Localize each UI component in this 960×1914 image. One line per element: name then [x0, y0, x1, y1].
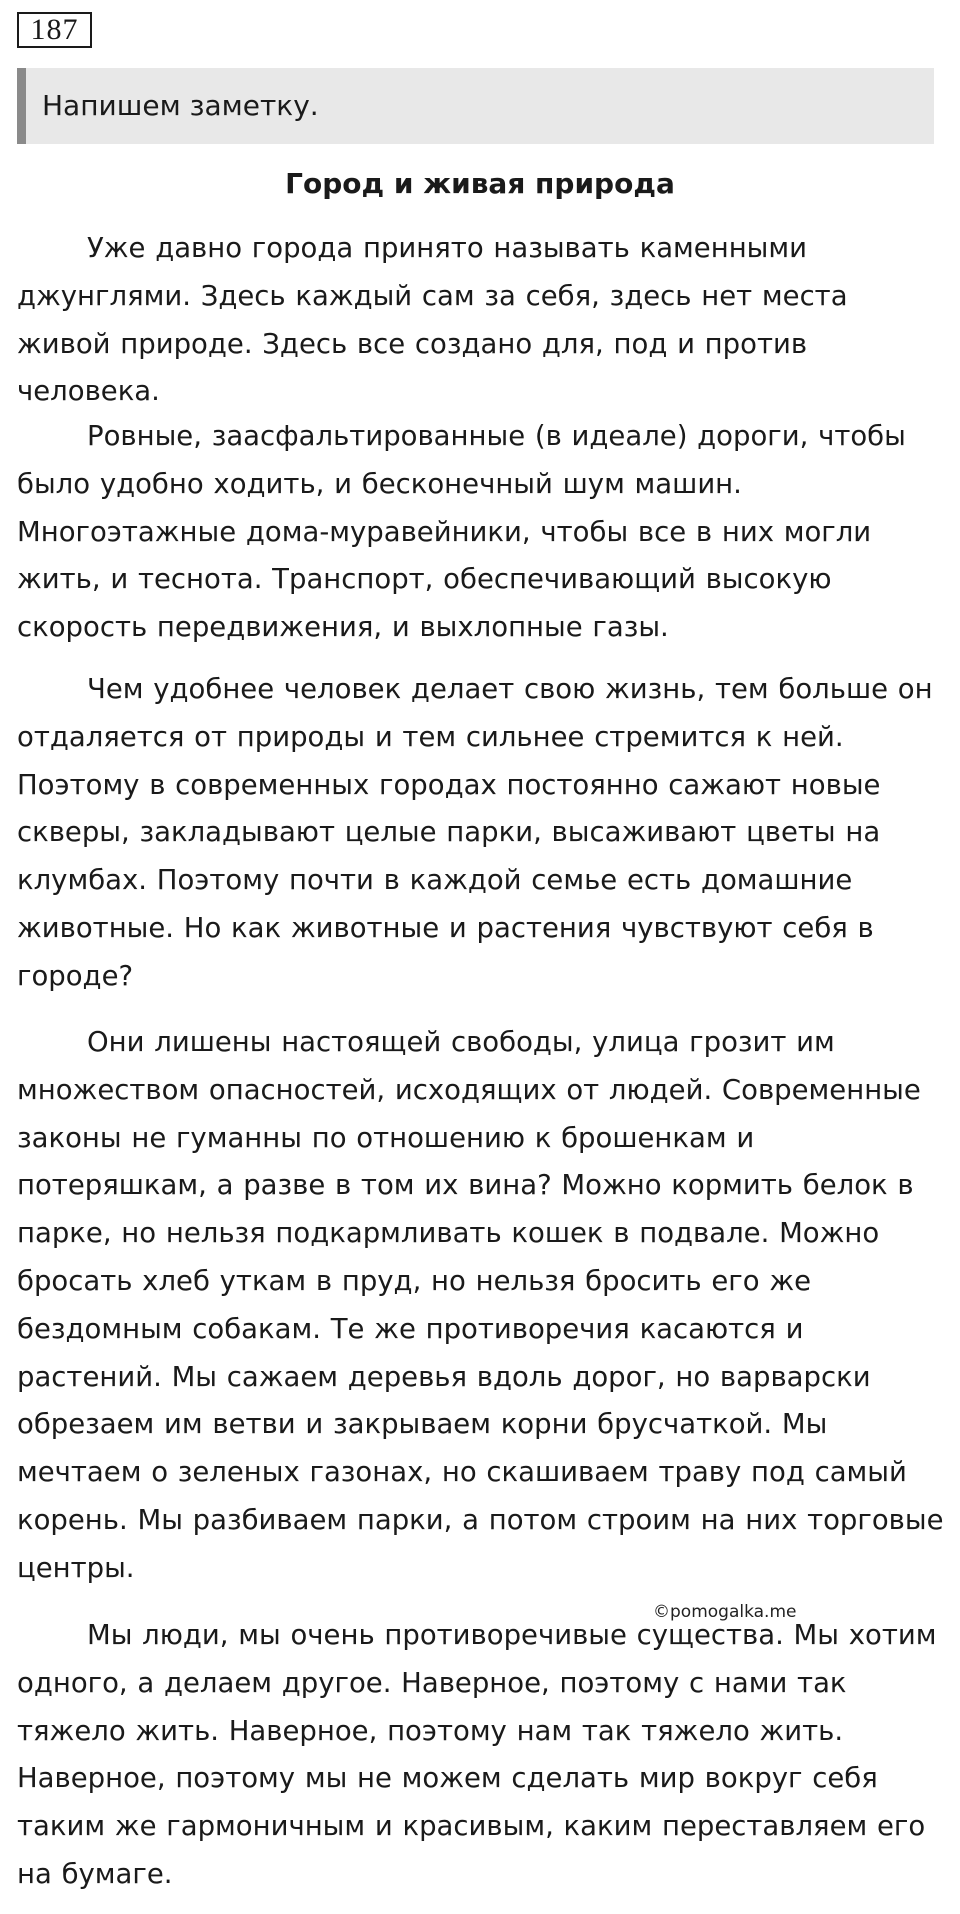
- paragraph-3: Чем удобнее человек делает свою жизнь, тем больше он отдаляется от природы и тем сильнее стремится к ней. Поэтому в современных городах постоянно сажают новые скверы, закладывают целые парки, высаживают цветы на клумбах. Поэтому почти в каждой семье есть домашние животные. Но как животные и растения чувствуют себя в городе?: [17, 673, 933, 992]
- watermark: ©pomogalka.me: [653, 1602, 797, 1622]
- instruction-banner: Напишем заметку.: [17, 68, 934, 144]
- paragraph-4: Они лишены настоящей свободы, улица грозит им множеством опасностей, исходящих от людей. Современные законы не гуманны по отношению к брошенкам и потеряшкам, а разве в том их вина? Можно кормить белок в парке, но нельзя подкармливать кошек в подвале. Можно бросать хлеб уткам в пруд, но нельзя бросить его же бездомным собакам. Те же противоречия касаются и растений. Мы сажаем деревья вдоль дорог, но варварски обрезаем им ветви и закрываем корни брусчаткой. Мы мечтаем о зеленых газонах, но скашиваем траву под самый корень. Мы разбиваем парки, а потом строим на них торговые центры.: [17, 1026, 944, 1584]
- task-number: 187: [17, 12, 92, 48]
- paragraph-2: Ровные, заасфальтированные (в идеале) дороги, чтобы было удобно ходить, и бесконечный шум машин. Многоэтажные дома-муравейники, чтобы все в них могли жить, и теснота. Транспорт, обеспечивающий высокую скорость передвижения, и выхлопные газы.: [17, 420, 906, 644]
- essay-title: Город и живая природа: [285, 167, 675, 200]
- paragraph-1: Уже давно города принято называть каменными джунглями. Здесь каждый сам за себя, здесь нет места живой природе. Здесь все создано для, под и против человека.: [17, 232, 848, 408]
- paragraph-5: Мы люди, мы очень противоречивые существа. Мы хотим одного, а делаем другое. Наверное, поэтому с нами так тяжело жить. Наверное, поэтому нам так тяжело жить. Наверное, поэтому мы не можем сделать мир вокруг себя таким же гармоничным и красивым, каким переставляем его на бумаге.: [17, 1619, 937, 1890]
